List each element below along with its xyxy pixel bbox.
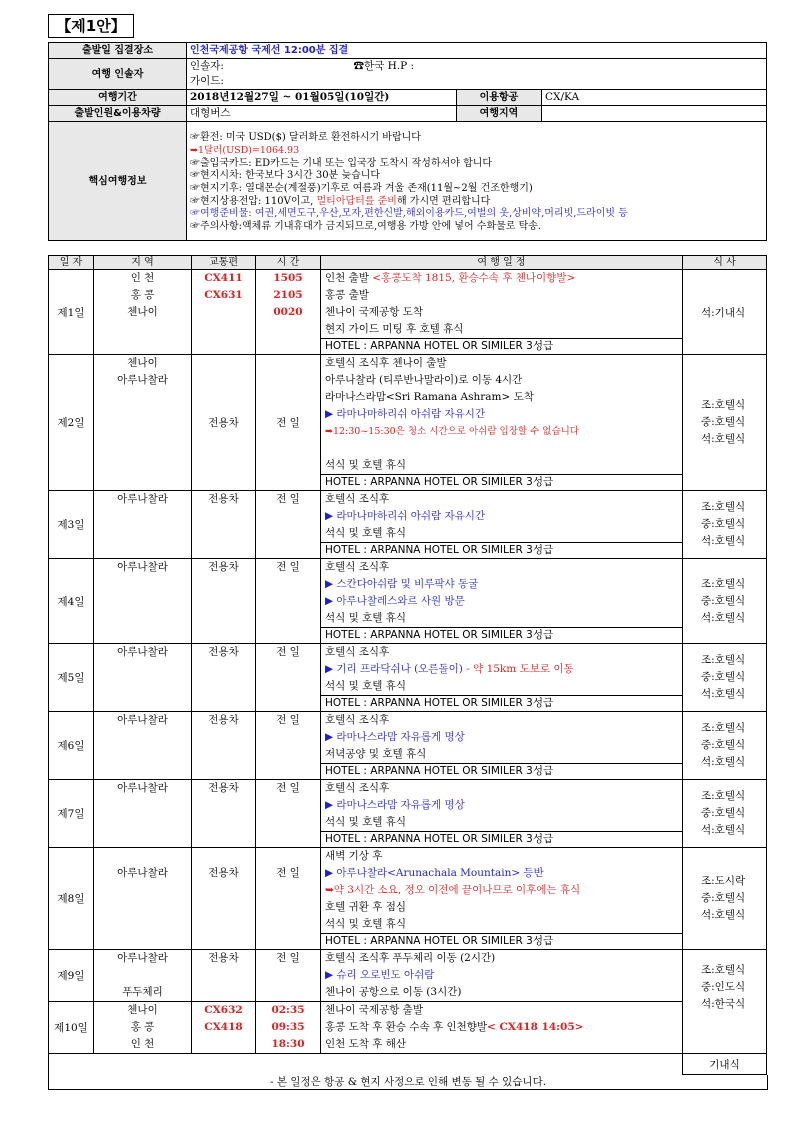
day-3-label: 제3일 [49, 491, 94, 559]
day-8-meals: 조:도시락 중:호텔식 석:호텔식 [683, 848, 767, 950]
day-4-region: 아루나찰라 [94, 559, 192, 644]
day-1-times: 1505 2105 0020 [256, 270, 321, 355]
day-4-itinerary: 호텔식 조식후 ▶ 스칸다아쉬람 및 비루팍샤 동굴 ▶ 아루나찰레스와르 사원 방문 석식 및 호텔 휴식 HOTEL : ARPANNA HOTEL OR SIMILER 3성급 [321, 559, 683, 644]
guide-field: 가이드: [187, 74, 767, 90]
day-4-row [49, 559, 767, 644]
day-10-itinerary: 첸나이 국제공항 출발 홍콩 도착 후 환승 수속 후 인천향발< CX418 14:05> 인천 도착 후 해산 [321, 1002, 683, 1054]
day-9-label: 제9일 [49, 950, 94, 1002]
header-meal: 식 사 [683, 256, 767, 270]
leader-name: 인솔자: [190, 60, 224, 72]
day-9-transport: 전용차 [192, 950, 256, 1002]
day-8-hotel: HOTEL : ARPANNA HOTEL OR SIMILER 3성급 [321, 933, 682, 949]
day-4-transport: 전용차 [192, 559, 256, 644]
core-line-voltage: ☞현지상용전압: 110V이고, 멀티아답터를 준비해 가시면 편리합니다 [190, 195, 491, 207]
day-10-times: 02:35 09:35 18:30 [256, 1002, 321, 1054]
day-8-time: 전 일 [256, 848, 321, 950]
day-3-hotel: HOTEL : ARPANNA HOTEL OR SIMILER 3성급 [321, 542, 682, 558]
day-7-itinerary: 호텔식 조식후 ▶ 라마나스라맘 자유롭게 명상 석식 및 호텔 휴식 HOTEL : ARPANNA HOTEL OR SIMILER 3성급 [321, 780, 683, 848]
day-1-row [49, 270, 767, 355]
header-transport: 교통편 [192, 256, 256, 270]
day-6-row [49, 712, 767, 780]
day-10-meal: 기내식 [683, 1054, 767, 1075]
period-label: 여행기간 [49, 90, 187, 106]
day-7-hotel: HOTEL : ARPANNA HOTEL OR SIMILER 3성급 [321, 831, 682, 847]
core-info [187, 122, 767, 241]
day-7-label: 제7일 [49, 780, 94, 848]
period-value: 2018년12월27일 ~ 01월05일(10일간) [187, 90, 457, 106]
day-6-hotel: HOTEL : ARPANNA HOTEL OR SIMILER 3성급 [321, 763, 682, 779]
people-label: 출발인원&이용차량 [49, 106, 187, 122]
header-region: 지 역 [94, 256, 192, 270]
day-2-itinerary: 호텔식 조식후 첸나이 출발 아루나찰라 (티루반나말라이)로 이동 4시간 라마나스라맘<Sri Ramana Ashram> 도착 ▶ 라마나마하리쉬 아쉬람 자유시간 ➥12:30~15:30은 청소 시간으로 아쉬람 입장할 수 없습니다 석식 및 호텔 휴식 HOTEL : ARPANNA HOTEL OR SIMILER 3성급 [321, 355, 683, 491]
day-2-row [49, 355, 767, 491]
day-1-hotel: HOTEL : ARPANNA HOTEL OR SIMILER 3성급 [321, 338, 682, 354]
info-table [48, 42, 767, 241]
day-2-regions: 첸나이 아루나찰라 [94, 355, 192, 491]
meeting-label: 출발일 집결장소 [49, 43, 187, 59]
day-4-meals: 조:호텔식 중:호텔식 석:호텔식 [683, 559, 767, 644]
header-time: 시 간 [256, 256, 321, 270]
day-9-row [49, 950, 767, 1002]
day-2-transport: 전용차 [192, 355, 256, 491]
day-10-regions: 첸나이 홍 콩 인 천 [94, 1002, 192, 1054]
leader-label: 여행 인솔자 [49, 59, 187, 90]
core-line-climate: ☞현지기후: 열대몬순(계절풍)기후로 여름과 겨울 존재(11월~2월 건조한행기) [190, 183, 533, 194]
core-line-exchange: ☞환전: 미국 USD($) 달러화로 환전하시기 바랍니다 [190, 132, 421, 144]
day-8-row [49, 848, 767, 950]
schedule-table [48, 255, 767, 1075]
core-line-rate: ➥1달러(USD)=1064.93 [190, 144, 300, 156]
day-4-time: 전 일 [256, 559, 321, 644]
day-8-transport: 전용차 [192, 848, 256, 950]
day-9-itinerary: 호텔식 조식후 푸두체리 이동 (2시간) ▶ 슈리 오로빈도 아쉬람 첸나이 공항으로 이동 (3시간) [321, 950, 683, 1002]
leader-row [187, 59, 767, 75]
core-line-timezone: ☞현지시차: 한국보다 3시간 30분 늦습니다 [190, 170, 381, 182]
day-6-region: 아루나찰라 [94, 712, 192, 780]
day-5-meals: 조:호텔식 중:호텔식 석:호텔식 [683, 644, 767, 712]
day-5-label: 제5일 [49, 644, 94, 712]
day-5-region: 아루나찰라 [94, 644, 192, 712]
airline-value: CX/KA [542, 90, 767, 106]
footer-note: - 본 일정은 항공 & 현지 사정으로 인해 변동 될 수 있습니다. [48, 1075, 768, 1090]
day-2-label: 제2일 [49, 355, 94, 491]
day-6-time: 전 일 [256, 712, 321, 780]
day-10-row [49, 1002, 767, 1054]
people-value: 대형버스 [187, 106, 457, 122]
day-9-10-meals: 조:호텔식 중:인도식 석:한국식 [683, 950, 767, 1054]
day-6-label: 제6일 [49, 712, 94, 780]
day-8-itinerary: 새벽 기상 후 ▶ 아루나찰라<Arunachala Mountain> 등반 ➥약 3시간 소요, 정오 이전에 끝이나므로 이후에는 휴식 호텔 귀환 후 점심 석식 및 호텔 휴식 HOTEL : ARPANNA HOTEL OR SIMILER 3성급 [321, 848, 683, 950]
core-line-prep: ☞여행준비물: 여권,세면도구,우산,모자,편한신발,해외이용카드,여벌의 옷,상비약,머리빗,드라이빗 등 [190, 208, 628, 220]
day-1-itinerary: 인천 출발 <홍콩도착 1815, 환승수속 후 첸나이향발> 홍콩 출발 첸나이 국제공항 도착 현지 가이드 미팅 후 호텔 휴식 HOTEL : ARPANNA HOTEL OR SIMILER 3성급 [321, 270, 683, 355]
schedule-header [49, 256, 767, 270]
day-5-time: 전 일 [256, 644, 321, 712]
day-1-label: 제1일 [49, 270, 94, 355]
day-5-itinerary: 호텔식 조식후 ▶ 기리 프라닥쉬나 (오른돌이) - 약 15km 도보로 이동 석식 및 호텔 휴식 HOTEL : ARPANNA HOTEL OR SIMILER 3성급 [321, 644, 683, 712]
day-10-label: 제10일 [49, 1002, 94, 1054]
header-day: 일 자 [49, 256, 94, 270]
day-6-itinerary: 호텔식 조식후 ▶ 라마나스라맘 자유롭게 명상 저녁공양 및 호텔 휴식 HOTEL : ARPANNA HOTEL OR SIMILER 3성급 [321, 712, 683, 780]
plan-title: 【제1안】 [48, 14, 134, 38]
day-6-meals: 조:호텔식 중:호텔식 석:호텔식 [683, 712, 767, 780]
day-4-hotel: HOTEL : ARPANNA HOTEL OR SIMILER 3성급 [321, 627, 682, 643]
header-itinerary: 여 행 일 정 [321, 256, 683, 270]
day-1-regions: 인 천 홍 콩 첸나이 [94, 270, 192, 355]
day-3-time: 전 일 [256, 491, 321, 559]
day-5-hotel: HOTEL : ARPANNA HOTEL OR SIMILER 3성급 [321, 695, 682, 711]
airline-label: 이용항공 [457, 90, 542, 106]
day-5-transport: 전용차 [192, 644, 256, 712]
leader-phone: ☎한국 H.P : [353, 60, 415, 72]
day-3-itinerary: 호텔식 조식후 ▶ 라마나마하리쉬 아쉬람 자유시간 석식 및 호텔 휴식 HOTEL : ARPANNA HOTEL OR SIMILER 3성급 [321, 491, 683, 559]
region-label: 여행지역 [457, 106, 542, 122]
day-10-flights: CX632 CX418 [192, 1002, 256, 1054]
day-10-meal-row [49, 1054, 767, 1075]
day-7-row [49, 780, 767, 848]
day-3-transport: 전용차 [192, 491, 256, 559]
day-3-meals: 조:호텔식 중:호텔식 석:호텔식 [683, 491, 767, 559]
day-9-time: 전 일 [256, 950, 321, 1002]
day-6-transport: 전용차 [192, 712, 256, 780]
day-3-region: 아루나찰라 [94, 491, 192, 559]
meeting-value: 인천국제공항 국제선 12:00분 집결 [187, 43, 767, 59]
day-7-region: 아루나찰라 [94, 780, 192, 848]
day-7-meals: 조:호텔식 중:호텔식 석:호텔식 [683, 780, 767, 848]
day-9-regions: 아루나찰라 푸두체리 [94, 950, 192, 1002]
core-line-caution: ☞주의사항:액체류 기내휴대가 금지되므로,여행용 가방 안에 넣어 수화물로 탁송. [190, 221, 542, 233]
core-line-edcard: ☞출입국카드: ED카드는 기내 또는 입국장 도착시 작성하셔야 합니다 [190, 157, 493, 169]
day-2-hotel: HOTEL : ARPANNA HOTEL OR SIMILER 3성급 [321, 474, 682, 490]
day-1-flights: CX411 CX631 [192, 270, 256, 355]
day-7-time: 전 일 [256, 780, 321, 848]
day-8-label: 제8일 [49, 848, 94, 950]
day-2-meals: 조:호텔식 중:호텔식 석:호텔식 [683, 355, 767, 491]
day-8-region: 아루나찰라 [94, 848, 192, 950]
day-5-row [49, 644, 767, 712]
day-7-transport: 전용차 [192, 780, 256, 848]
day-3-row [49, 491, 767, 559]
day-1-meal: 석:기내식 [683, 270, 767, 355]
core-label: 핵심여행정보 [49, 122, 187, 241]
day-2-time: 전 일 [256, 355, 321, 491]
region-value [542, 106, 767, 122]
day-4-label: 제4일 [49, 559, 94, 644]
